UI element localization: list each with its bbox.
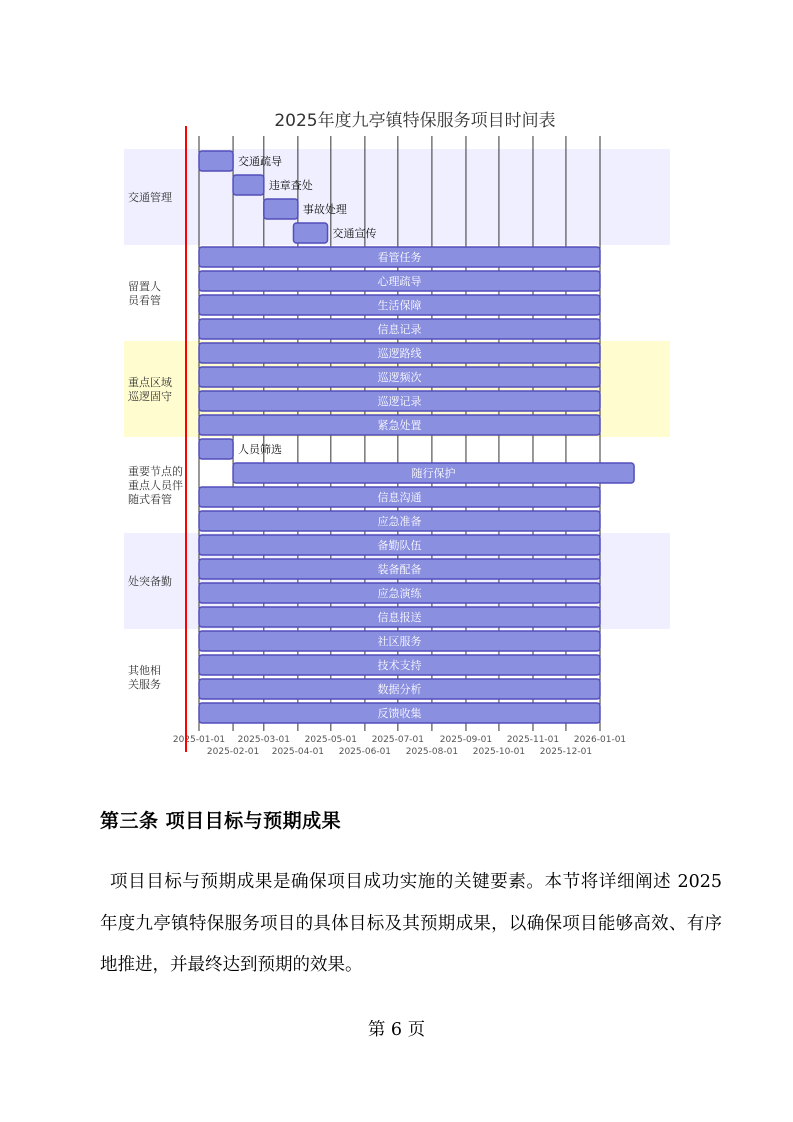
- axis-tick-label: 2025-06-01: [338, 747, 392, 757]
- task-label: 生活保障: [377, 299, 422, 312]
- task-label: 装备配备: [377, 563, 422, 576]
- task-label: 违章查处: [268, 179, 313, 192]
- section-label-line: 处突备勤: [128, 575, 172, 588]
- task-bar: [293, 223, 327, 243]
- task-label: 心理疏导: [377, 275, 422, 288]
- axis-tick-label: 2025-03-01: [237, 735, 290, 745]
- task-label: 应急准备: [377, 515, 422, 528]
- task-bar: [264, 199, 298, 219]
- section-label-line: 重点人员伴: [128, 479, 183, 492]
- section-label-line: 其他相: [128, 664, 161, 677]
- axis-tick-label: 2025-08-01: [405, 747, 459, 757]
- chart-title: 2025年度九亭镇特保服务项目时间表: [274, 111, 556, 131]
- task-label: 随行保护: [411, 467, 456, 480]
- section-label-line: 留置人: [128, 280, 161, 293]
- task-label: 数据分析: [377, 683, 422, 696]
- axis-tick-label: 2025-01-01: [172, 735, 226, 745]
- section-label-line: 员看管: [128, 294, 161, 307]
- page-number: 第 6 页: [367, 1020, 426, 1040]
- task-label: 技术支持: [377, 659, 422, 672]
- task-label: 信息报送: [377, 611, 422, 624]
- section-label-line: 重要节点的: [128, 465, 183, 478]
- task-label: 巡逻频次: [377, 371, 422, 384]
- task-label: 应急演练: [377, 587, 422, 600]
- task-label: 备勤队伍: [377, 539, 422, 552]
- section-label: [128, 574, 172, 588]
- task-label: 巡逻记录: [377, 395, 422, 408]
- axis-tick-label: 2025-07-01: [371, 735, 425, 745]
- axis-tick-label: 2025-05-01: [304, 735, 357, 745]
- section-label-line: 重点区域: [128, 376, 172, 389]
- task-bar: [199, 439, 233, 459]
- section-label: [128, 190, 172, 204]
- axis-tick-label: 2025-12-01: [539, 747, 593, 757]
- section-heading: 第三条 项目目标与预期成果: [100, 810, 342, 832]
- axis-tick-label: 2025-02-01: [206, 747, 260, 757]
- task-label: 信息记录: [377, 323, 422, 336]
- section-label: [128, 464, 183, 506]
- task-label: 反馈收集: [377, 707, 422, 720]
- task-label: 人员筛选: [238, 443, 283, 456]
- section-label: [128, 663, 161, 691]
- axis-tick-label: 2025-10-01: [472, 747, 526, 757]
- task-label: 交通宣传: [332, 227, 377, 240]
- section-label-line: 随式看管: [128, 493, 172, 506]
- task-label: 交通疏导: [238, 155, 283, 168]
- section-label-line: 交通管理: [128, 191, 172, 204]
- axis-tick-label: 2026-01-01: [573, 735, 627, 745]
- task-bar: [199, 151, 233, 171]
- task-label: 紧急处置: [377, 419, 422, 432]
- body-paragraph: 项目目标与预期成果是确保项目成功实施的关键要素。本节将详细阐述 2025 年度九亭镇特保服务项目的具体目标及其预期成果，以确保项目能够高效、有序地推进，并最终达到预期的效果。: [100, 872, 722, 975]
- section-label-line: 关服务: [128, 678, 161, 691]
- task-bar: [233, 175, 264, 195]
- task-label: 信息沟通: [377, 491, 422, 504]
- section-label: [128, 280, 161, 307]
- task-label: 社区服务: [377, 635, 422, 648]
- task-label: 巡逻路线: [377, 347, 422, 360]
- axis-tick-label: 2025-09-01: [439, 735, 493, 745]
- task-label: 事故处理: [302, 203, 347, 216]
- axis-tick-label: 2025-04-01: [271, 747, 325, 757]
- axis-tick-label: 2025-11-01: [506, 735, 560, 745]
- task-label: 看管任务: [377, 251, 422, 264]
- section-label-line: 巡逻固守: [128, 390, 172, 403]
